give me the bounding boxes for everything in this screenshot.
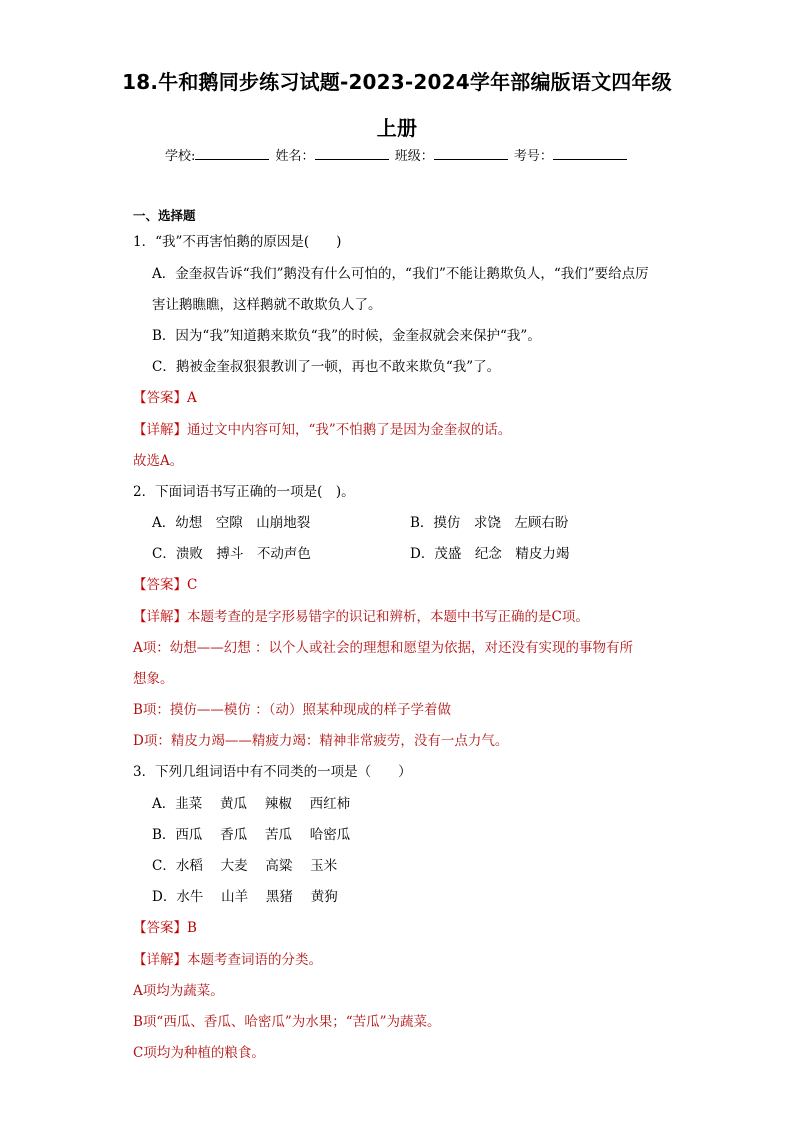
class-blank — [434, 147, 508, 160]
q2-detail — [133, 607, 589, 627]
q3-answer — [133, 918, 197, 938]
q2-option-d: D．茂盛 纪念 精皮力竭 — [410, 546, 570, 562]
q2-option-a: A．幼想 空隙 山崩地裂 — [152, 515, 311, 531]
q1-conclusion: 故选A。 — [133, 453, 184, 469]
q2-answer-tag: 【答案】 — [133, 577, 187, 593]
q1-option-a-line2: 害让鹅瞧瞧，这样鹅就不敢欺负人了。 — [152, 297, 382, 313]
number-blank — [553, 147, 627, 160]
school-blank — [195, 147, 269, 160]
q1-answer-value: A — [187, 390, 197, 406]
q3-option-a: A．韭菜 黄瓜 辣椒 西红柿 — [152, 796, 351, 812]
q2-option-c: C．溃败 搏斗 不动声色 — [152, 546, 311, 562]
q2-answer-value: C — [187, 577, 198, 593]
q3-stem: 3．下列几组词语中有不同类的一项是（ ） — [133, 764, 412, 780]
q3-option-c: C．水稻 大麦 高粱 玉米 — [152, 858, 338, 874]
q2-detail-text: 本题考查的是字形易错字的识记和辨析，本题中书写正确的是C项。 — [187, 609, 589, 625]
number-label: 考号： — [513, 149, 553, 164]
school-label: 学校: — [165, 149, 196, 164]
q3-detail-text: 本题考查词语的分类。 — [187, 952, 322, 968]
q3-option-b: B．西瓜 香瓜 苦瓜 哈密瓜 — [152, 827, 351, 843]
q2-option-b: B．摸仿 求饶 左顾右盼 — [410, 515, 569, 531]
q1-option-a-line1: A．金奎叔告诉“我们”鹅没有什么可怕的，“我们”不能让鹅欺负人，“我们”要给点厉 — [152, 266, 649, 282]
q2-detail-tag: 【详解】 — [133, 609, 187, 625]
q2-explanation-a-line1: A项：幼想——幻想 ：以个人或社会的理想和愿望为依据，对还没有实现的事物有所 — [133, 640, 634, 656]
q2-stem: 2．下面词语书写正确的一项是( )。 — [133, 484, 355, 500]
q3-detail — [133, 950, 322, 970]
document-title-line2: 上册 — [376, 116, 418, 140]
name-blank — [315, 147, 389, 160]
q1-detail-tag: 【详解】 — [133, 422, 187, 438]
q3-explanation-b: B项“西瓜、香瓜、哈密瓜”为水果；“苦瓜”为蔬菜。 — [133, 1014, 441, 1030]
q3-answer-tag: 【答案】 — [133, 920, 187, 936]
q3-detail-tag: 【详解】 — [133, 952, 187, 968]
q2-answer — [133, 575, 197, 595]
student-info-row — [165, 145, 629, 164]
q1-option-c: C．鹅被金奎叔狠狠教训了一顿，再也不敢来欺负“我”了。 — [152, 359, 501, 375]
q1-detail-text: 通过文中内容可知，“我”不怕鹅了是因为金奎叔的话。 — [187, 422, 512, 438]
q1-answer — [133, 388, 197, 408]
q3-option-d: D．水牛 山羊 黑猪 黄狗 — [152, 889, 338, 905]
q3-explanation-c: C项均为种植的粮食。 — [133, 1045, 265, 1061]
q2-explanation-b: B项：摸仿——模仿 ：（动）照某种现成的样子学着做 — [133, 702, 451, 718]
q3-explanation-a: A项均为蔬菜。 — [133, 983, 224, 999]
document-title-line1: 18.牛和鹅同步练习试题-2023-2024学年部编版语文四年级 — [122, 70, 672, 94]
q1-stem: 1．“我”不再害怕鹅的原因是( ) — [133, 234, 342, 250]
q3-answer-value: B — [187, 920, 197, 936]
q2-explanation-d: D项：精皮力竭——精疲力竭：精神非常疲劳，没有一点力气。 — [133, 733, 509, 749]
class-label: 班级： — [394, 149, 434, 164]
q1-detail — [133, 420, 511, 440]
q1-answer-tag: 【答案】 — [133, 390, 187, 406]
q2-explanation-a-line2: 想象。 — [133, 671, 174, 687]
section-heading: 一、选择题 — [133, 208, 196, 223]
q1-option-b: B．因为“我”知道鹅来欺负“我”的时候，金奎叔就会来保护“我”。 — [152, 328, 541, 344]
name-label: 姓名： — [275, 149, 315, 164]
